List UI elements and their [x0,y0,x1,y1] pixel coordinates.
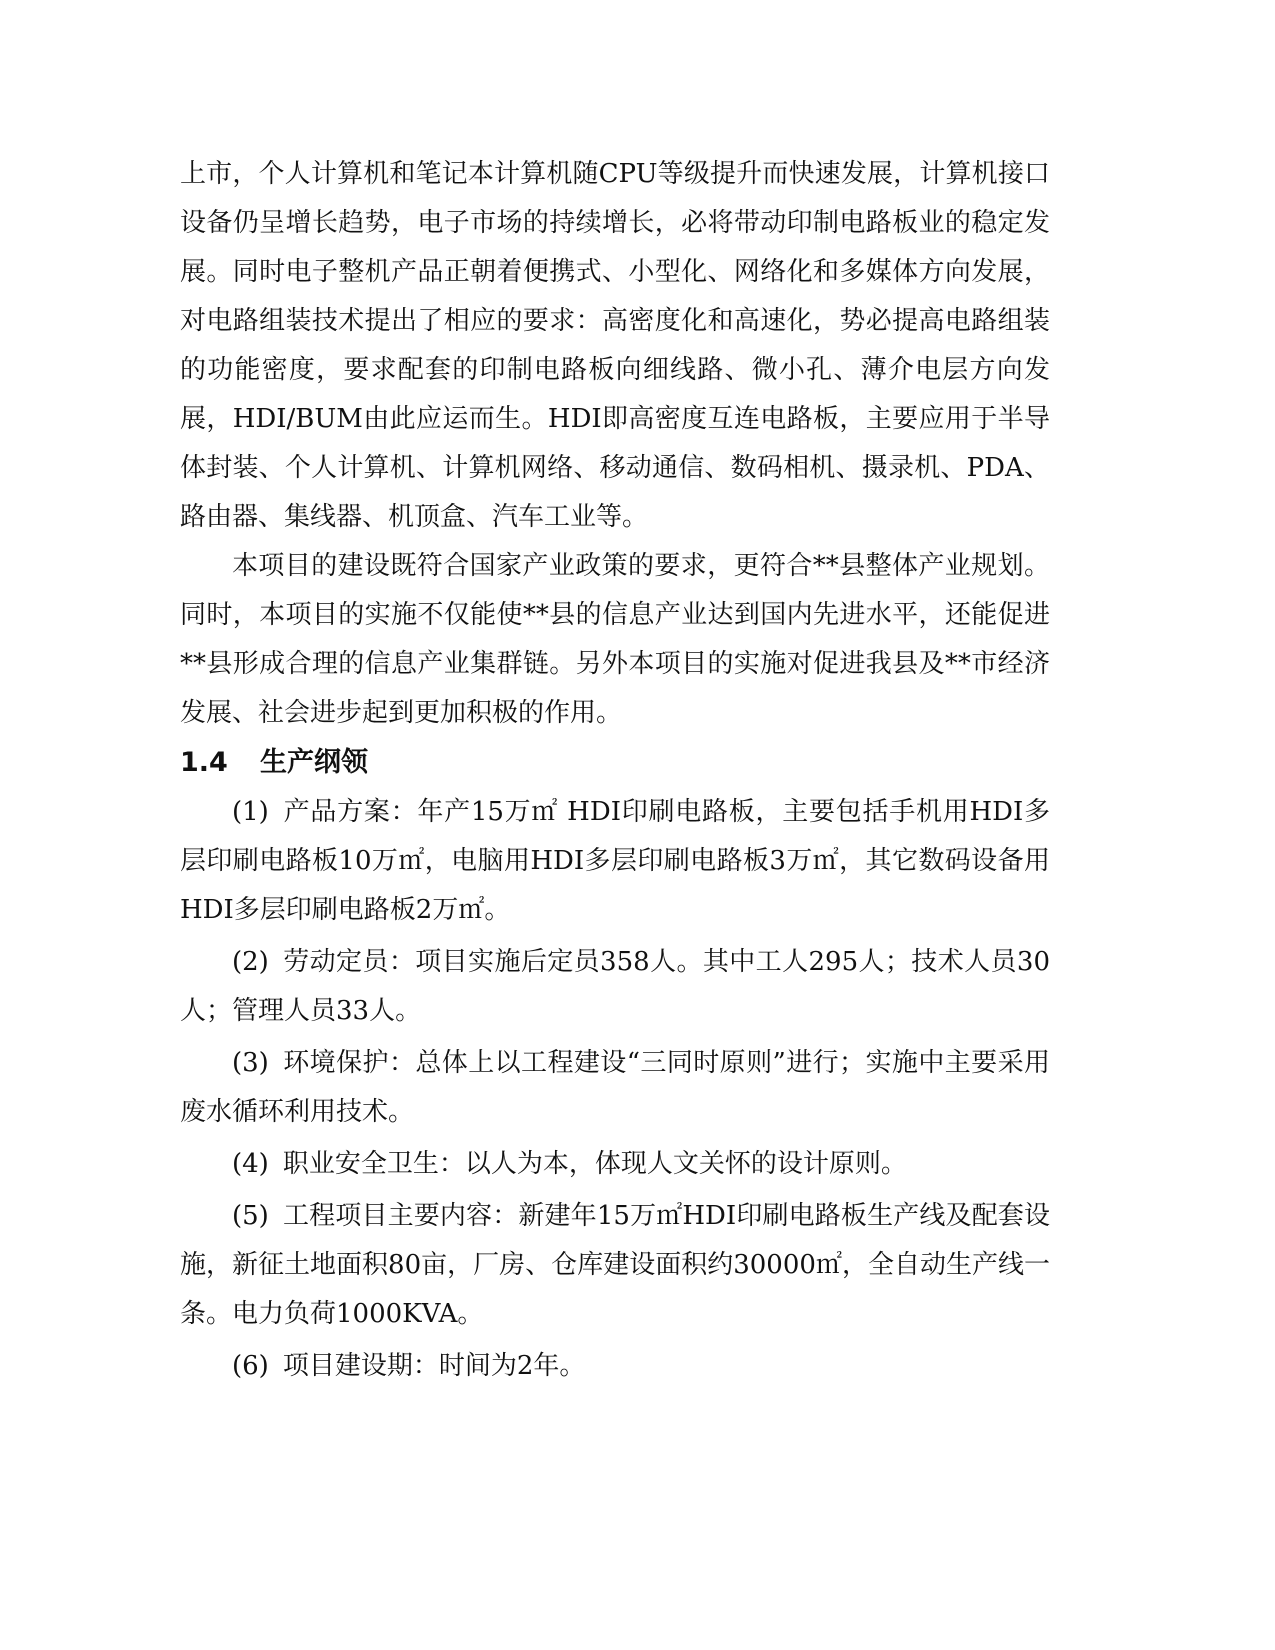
list-item-label: (3) [232,1048,269,1078]
list-item-text: 项目建设期：时间为2年。 [282,1351,586,1381]
list-item-staffing [180,938,1050,1036]
list-item-text: 环境保护：总体上以工程建设“三同时原则”进行；实施中主要采用废水循环利用技术。 [180,1048,1050,1127]
list-item-text: 劳动定员：项目实施后定员358人。其中工人295人；技术人员30人；管理人员33人。 [180,947,1050,1026]
list-item-text: 职业安全卫生：以人为本，体现人文关怀的设计原则。 [282,1149,907,1179]
section-heading [180,738,1050,788]
body-paragraph-continued: 上市，个人计算机和笔记本计算机随CPU等级提升而快速发展，计算机接口设备仍呈增长趋势，电子市场的持续增长，必将带动印制电路板业的稳定发展。同时电子整机产品正朝着便携式、小型化、网络化和多媒体方向发展，对电路组装技术提出了相应的要求：高密度化和高速化，势必提高电路组装的功能密度，要求配套的印制电路板向细线路、微小孔、薄介电层方向发展，HDI/BUM由此应运而生。HDI即高密度互连电路板，主要应用于半导体封装、个人计算机、计算机网络、移动通信、数码相机、摄录机、PDA、路由器、集线器、机顶盒、汽车工业等。 [180,159,1050,532]
list-item-main-content [180,1192,1050,1339]
section-title: 生产纲领 [260,747,368,778]
list-item-text: 产品方案：年产15万㎡ HDI印刷电路板，主要包括手机用HDI多层印刷电路板10万㎡，电脑用HDI多层印刷电路板3万㎡，其它数码设备用HDI多层印刷电路板2万㎡。 [180,797,1050,925]
section-number: 1.4 [180,747,228,778]
list-item-label: (4) [232,1149,269,1179]
list-item-text: 工程项目主要内容：新建年15万㎡HDI印刷电路板生产线及配套设施，新征土地面积80亩，厂房、仓库建设面积约30000㎡，全自动生产线一条。电力负荷1000KVA。 [180,1201,1050,1329]
list-item-product-plan [180,788,1050,935]
list-item-label: (6) [232,1351,269,1381]
list-item-label: (1) [232,797,269,827]
body-paragraph: 本项目的建设既符合国家产业政策的要求，更符合**县整体产业规划。同时，本项目的实施不仅能使**县的信息产业达到国内先进水平，还能促进**县形成合理的信息产业集群链。另外本项目的实施对促进我县及**市经济发展、社会进步起到更加积极的作用。 [180,551,1050,728]
list-item-label: (5) [232,1201,269,1231]
list-item-safety [180,1140,1050,1189]
list-item-environment [180,1039,1050,1137]
list-item-schedule [180,1342,1050,1391]
list-item-label: (2) [232,947,269,977]
document-page [180,150,1050,1391]
